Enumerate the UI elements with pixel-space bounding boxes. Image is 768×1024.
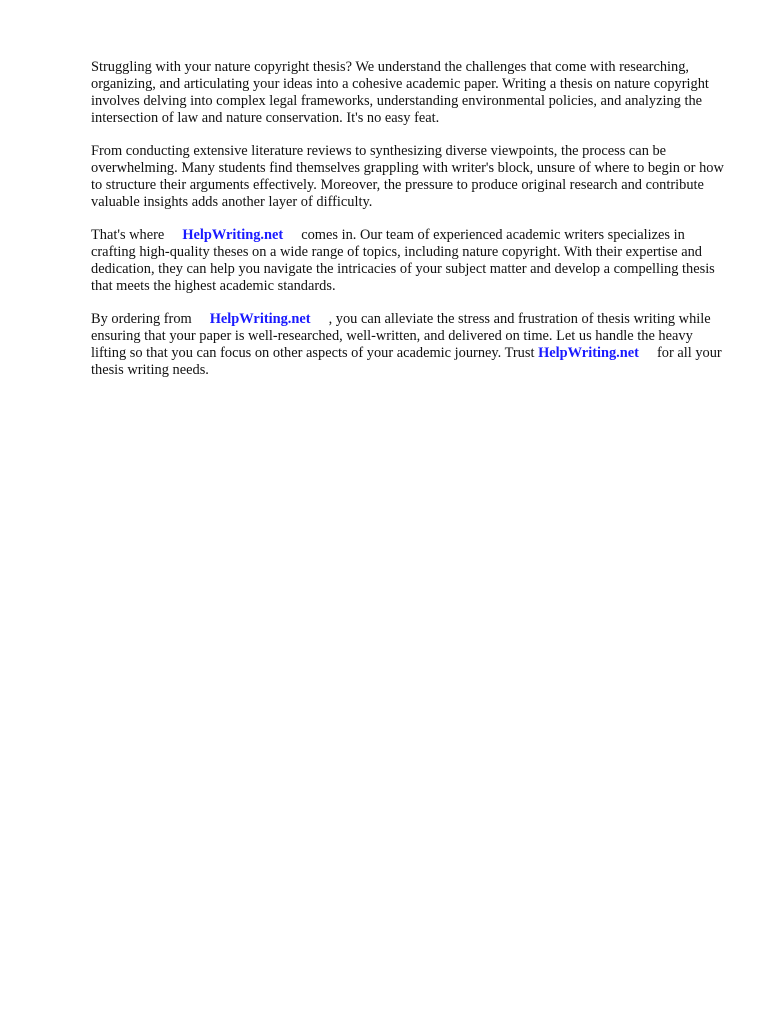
paragraph-service (91, 227, 727, 295)
paragraph-ordering-lead: By ordering from (91, 311, 192, 327)
helpwriting-link[interactable]: HelpWriting.net (538, 345, 639, 361)
paragraph-service-lead: That's where (91, 227, 165, 243)
paragraph-ordering-tail: for all your thesis writing needs. (91, 345, 722, 378)
helpwriting-link[interactable]: HelpWriting.net (209, 311, 311, 327)
paragraph-intro: Struggling with your nature copyright thesis? We understand the challenges that come with researching, organizing, and articulating your ideas into a cohesive academic paper. Writing a thesis on nature copyright involves delving into complex legal frameworks, understanding environmental policies, and analyzing the intersection of law and nature conservation. It's no easy feat. (91, 59, 709, 126)
helpwriting-link[interactable]: HelpWriting.net (182, 227, 284, 243)
document-body (91, 59, 727, 395)
paragraph-ordering (91, 311, 727, 379)
paragraph-challenges: From conducting extensive literature reviews to synthesizing diverse viewpoints, the process can be overwhelming. Many students find themselves grappling with writer's block, unsure of where to begin or how to structure their arguments effectively. Moreover, the pressure to produce original research and contribute valuable insights adds another layer of difficulty. (91, 143, 724, 210)
paragraph-service-body: comes in. Our team of experienced academic writers specializes in crafting high-quality theses on a wide range of topics, including nature copyright. With their expertise and dedication, they can help you navigate the intricacies of your subject matter and develop a compelling thesis that meets the highest academic standards. (91, 227, 715, 294)
paragraph-ordering-body: , you can alleviate the stress and frustration of thesis writing while ensuring that your paper is well-researched, well-written, and delivered on time. Let us handle the heavy lifting so that you can focus on other aspects of your academic journey. Trust (91, 311, 711, 361)
